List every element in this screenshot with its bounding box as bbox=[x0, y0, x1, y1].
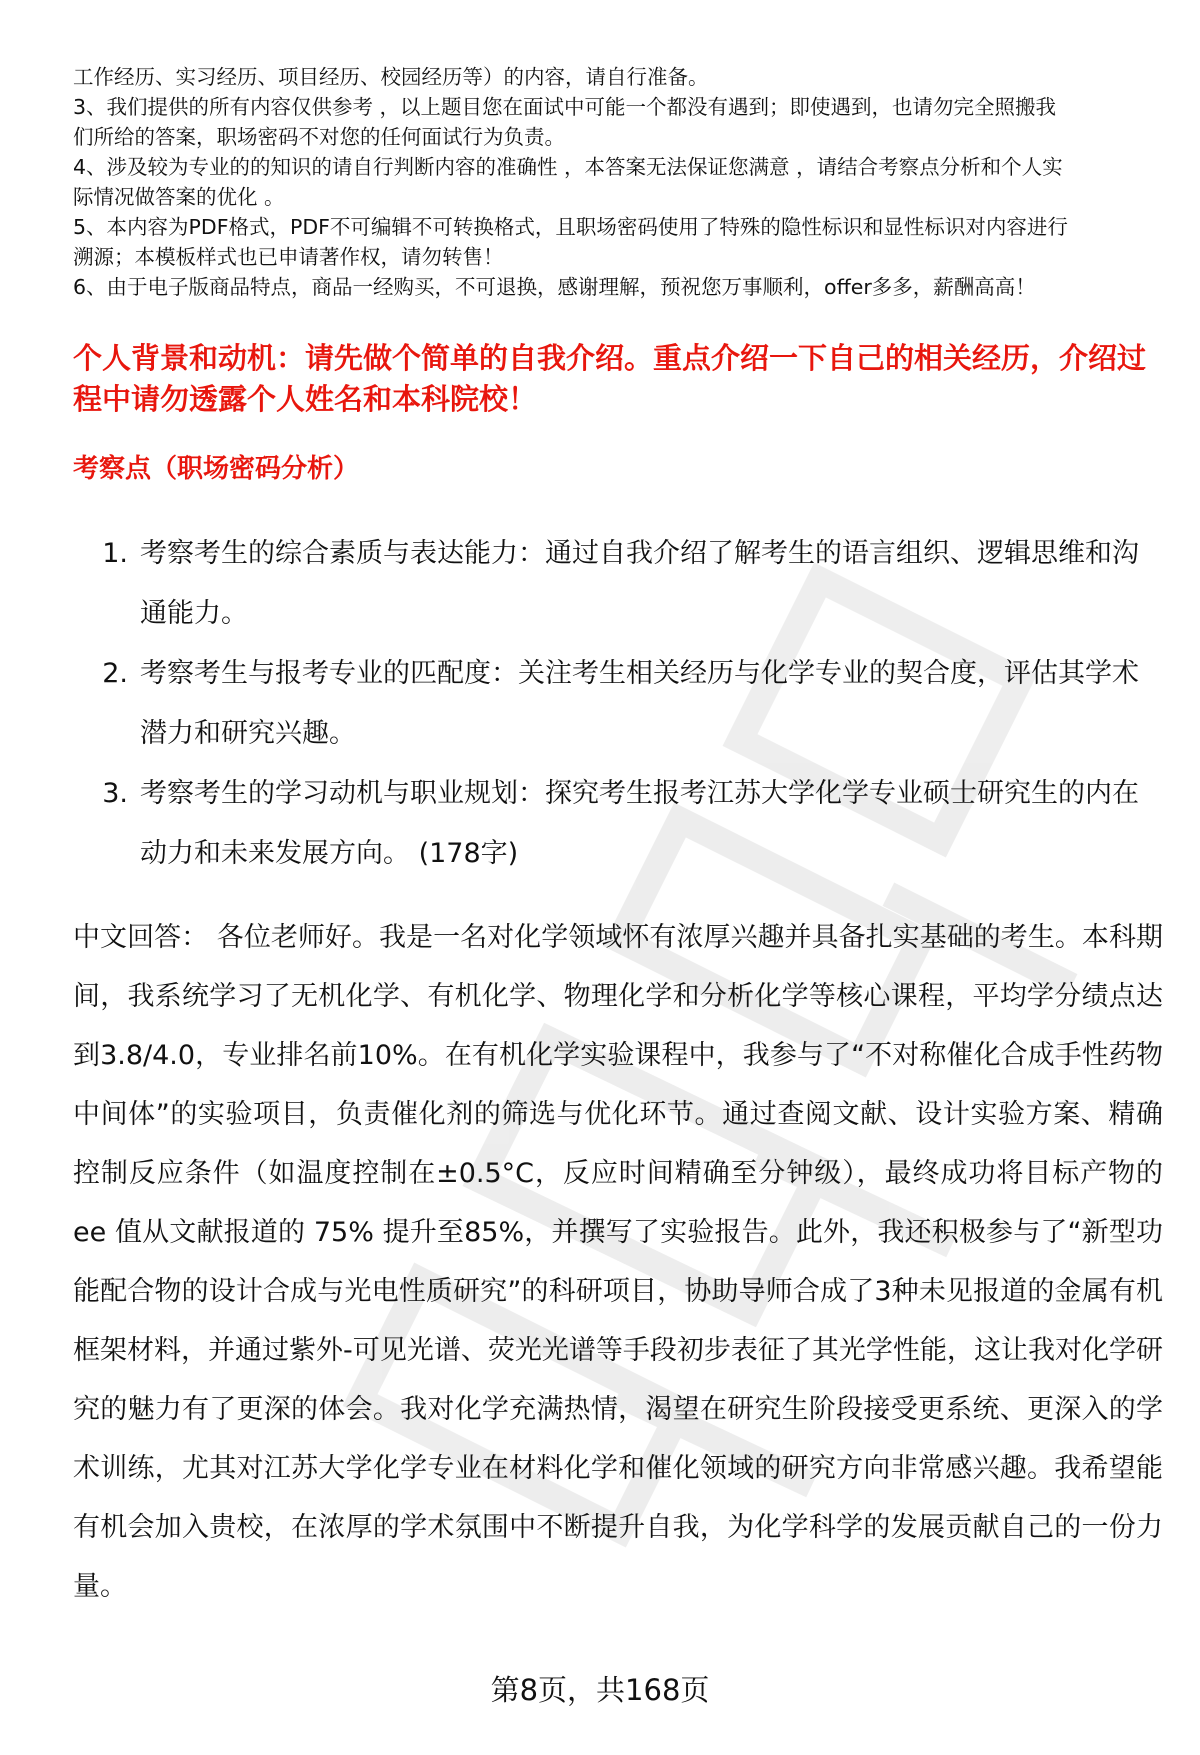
notice-line: 3、我们提供的所有内容仅供参考 ，以上题目您在面试中可能一个都没有遇到；即使遇到，也请勿完全照搬我 bbox=[73, 95, 1057, 119]
notice-line: 溯源；本模板样式也已申请著作权，请勿转售！ bbox=[73, 245, 504, 269]
notice-line: 4、涉及较为专业的的知识的请自行判断内容的准确性 ，本答案无法保证您满意 ，请结合考察点分析和个人实 bbox=[73, 155, 1063, 179]
list-item-number: 3. bbox=[102, 778, 128, 809]
list-item-text: 考察考生的学习动机与职业规划：探究考生报考江苏大学化学专业硕士研究生的内在动力和未来发展方向。 (178字) bbox=[140, 778, 1139, 869]
notice-line: 5、本内容为PDF格式，PDF不可编辑不可转换格式，且职场密码使用了特殊的隐性标识和显性标识对内容进行 bbox=[73, 215, 1068, 239]
notice-line: 6、由于电子版商品特点，商品一经购买，不可退换，感谢理解，预祝您万事顺利，offer多多，薪酬高高！ bbox=[73, 275, 1036, 299]
analysis-subheading: 考察点（职场密码分析） bbox=[73, 454, 360, 484]
notice-line: 工作经历、实习经历、项目经历、校园经历等）的内容，请自行准备。 bbox=[73, 65, 709, 89]
notice-block bbox=[73, 62, 1158, 302]
answer-paragraph: 中文回答： 各位老师好。我是一名对化学领域怀有浓厚兴趣并具备扎实基础的考生。本科期间，我系统学习了无机化学、有机化学、物理化学和分析化学等核心课程，平均学分绩点达到3.8/4.0，专业排名前10%。在有机化学实验课程中，我参与了“不对称催化合成手性药物中间体”的实验项目，负责催化剂的筛选与优化环节。通过查阅文献、设计实验方案、精确控制反应条件（如温度控制在±0.5°C，反应时间精确至分钟级），最终成功将目标产物的 ee 值从文献报道的 75% 提升至85%，并撰写了实验报告。此外，我还积极参与了“新型功能配合物的设计合成与光电性质研究”的科研项目，协助导师合成了3种未见报道的金属有机框架材料，并通过紫外-可见光谱、荧光光谱等手段初步表征了其光学性能，这让我对化学研究的魅力有了更深的体会。我对化学充满热情，渴望在研究生阶段接受更系统、更深入的学术训练，尤其对江苏大学化学专业在材料化学和催化领域的研究方向非常感兴趣。我希望能有机会加入贵校，在浓厚的学术氛围中不断提升自我，为化学科学的发展贡献自己的一份力量。 bbox=[73, 922, 1163, 1602]
list-item bbox=[73, 644, 1158, 764]
list-item bbox=[73, 524, 1158, 644]
list-item-number: 1. bbox=[102, 538, 128, 569]
question-heading: 个人背景和动机：请先做个简单的自我介绍。重点介绍一下自己的相关经历，介绍过程中请勿透露个人姓名和本科院校！ bbox=[73, 341, 1147, 416]
list-item-text: 考察考生与报考专业的匹配度：关注考生相关经历与化学专业的契合度，评估其学术潜力和研究兴趣。 bbox=[140, 658, 1139, 749]
page-number: 第8页，共168页 bbox=[490, 1673, 710, 1707]
notice-line: 们所给的答案，职场密码不对您的任何面试行为负责。 bbox=[73, 125, 565, 149]
notice-line: 际情况做答案的优化 。 bbox=[73, 185, 285, 209]
list-item-number: 2. bbox=[102, 658, 128, 689]
analysis-points-list bbox=[73, 524, 1158, 884]
list-item bbox=[73, 764, 1158, 884]
list-item-text: 考察考生的综合素质与表达能力：通过自我介绍了解考生的语言组织、逻辑思维和沟通能力。 bbox=[140, 538, 1139, 629]
